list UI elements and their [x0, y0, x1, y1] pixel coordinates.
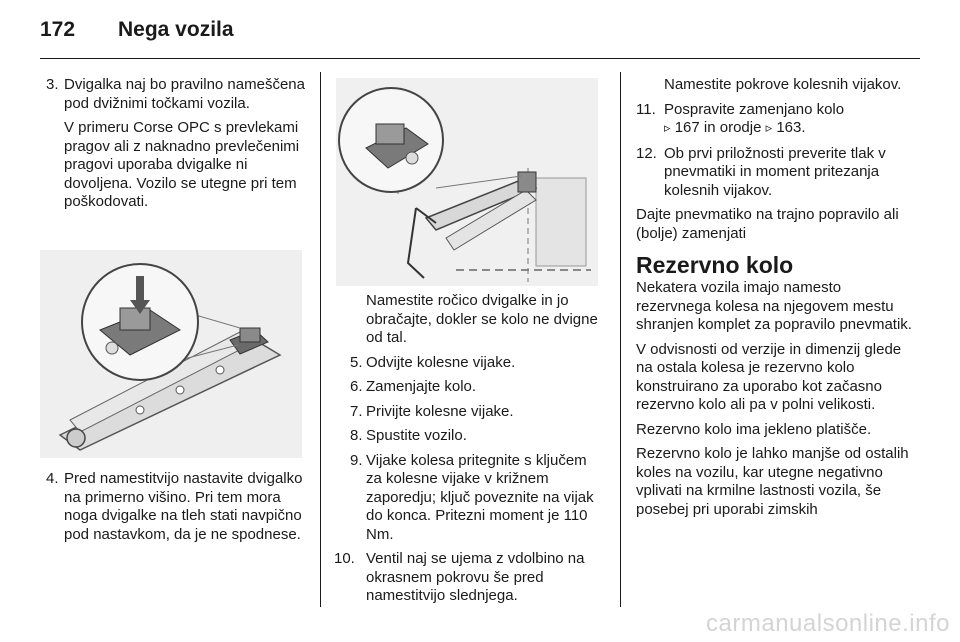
paragraph: Rezervno kolo ima jekleno platišče.	[636, 420, 872, 438]
page-number: 172	[40, 18, 76, 41]
step-number: 6.	[350, 378, 363, 395]
step-number: 7.	[350, 402, 363, 420]
repair-note: Dajte pnevmatiko na trajno popravilo ali (bolje) zamenjati	[636, 206, 899, 242]
step-note: V primeru Corse OPC s prevlekami pragov ali z naknadno prevlečenimi pragovi uporaba dvigalke ni dovoljena. Vozilo se utegne pri tem poškodovati.	[64, 119, 300, 210]
reference-arrow-icon: ▹	[765, 121, 773, 136]
jack-crank-figure	[336, 78, 598, 286]
section-title: Rezervno kolo	[636, 252, 794, 278]
step-number: 3.	[46, 76, 59, 93]
step-number: 8.	[350, 427, 363, 444]
step-text: Pred namestitvijo nastavite dvigalko na primerno višino. Pri tem mora noga dvigalke na tleh stati navpično pod nastavkom, da je ne spodnese.	[64, 470, 303, 543]
crank-instruction: Namestite ročico dvigalke in jo obračajte, dokler se kolo ne dvigne od tal.	[366, 292, 598, 346]
step-12	[636, 145, 912, 201]
step-9	[336, 452, 606, 545]
step-text: Pospravite zamenjano kolo ▹ 167 in orodje ▹ 163.	[664, 100, 845, 136]
step-4	[40, 470, 308, 544]
step-7	[336, 403, 606, 422]
step-text: Spustite vozilo.	[366, 427, 467, 444]
paragraph: V odvisnosti od verzije in dimenzij glede na ostala kolesa je rezervno kolo konstruirano za uporabo kot začasno rezervno kolo ali pa v polni velikosti.	[636, 340, 902, 413]
step-number: 9.	[350, 451, 363, 469]
header-divider	[40, 58, 920, 59]
step-5	[336, 354, 606, 373]
step-text: Dvigalka naj bo pravilno nameščena pod dvižnimi točkami vozila.	[64, 76, 305, 112]
step-text: Ob prvi priložnosti preverite tlak v pnevmatiki in moment pritezanja kolesnih vijakov.	[664, 144, 886, 199]
column-divider-2	[620, 72, 621, 607]
column-1	[40, 76, 308, 212]
jack-placement-illustration	[40, 250, 302, 458]
step-text: Vijake kolesa pritegnite s ključem za kolesne vijake v križnem zaporedju; ključ poveznite na vijak do konca. Pritezni moment je 110 Nm.	[366, 451, 594, 543]
cover-instruction: Namestite pokrove kolesnih vijakov.	[664, 76, 902, 93]
column-2	[336, 292, 606, 606]
page-header	[40, 18, 920, 48]
chapter-title: Nega vozila	[118, 18, 234, 41]
step-text: Odvijte kolesne vijake.	[366, 353, 516, 371]
step-10	[336, 550, 606, 606]
step-number: 5.	[350, 353, 363, 371]
step-11	[636, 101, 912, 139]
step-number: 4.	[46, 470, 59, 487]
step-8	[336, 427, 606, 446]
step-text: Zamenjajte kolo.	[366, 378, 477, 395]
step-text: Privijte kolesne vijake.	[366, 402, 514, 420]
reference-arrow-icon: ▹	[664, 121, 671, 136]
step-number: 12.	[636, 144, 657, 162]
step-3	[40, 76, 308, 212]
watermark: carmanualsonline.info	[706, 610, 950, 637]
paragraph: Rezervno kolo je lahko manjše od ostalih koles na vozilu, kar utegne negativno vplivati na krmilne lastnosti vozila, še posebej pri uporabi zimskih	[636, 445, 909, 518]
step-text: Ventil naj se ujema z vdolbino na okrasnem pokrovu še pred namestitvijo slednjega.	[366, 550, 585, 604]
step-6	[336, 378, 606, 397]
step-number: 11.	[636, 100, 656, 118]
jack-placement-figure	[40, 250, 302, 458]
paragraph: Nekatera vozila imajo namesto rezervnega kolesa na njegovem mestu shranjen komplet za popravilo pnevmatik.	[636, 279, 912, 333]
step-number: 10.	[334, 550, 355, 567]
column-3	[636, 76, 912, 519]
jack-crank-illustration	[336, 78, 598, 286]
page-reference[interactable]: 167 in orodje	[674, 119, 762, 136]
page-reference[interactable]: 163.	[776, 119, 806, 136]
column-1-lower	[40, 470, 308, 544]
column-divider-1	[320, 72, 321, 607]
